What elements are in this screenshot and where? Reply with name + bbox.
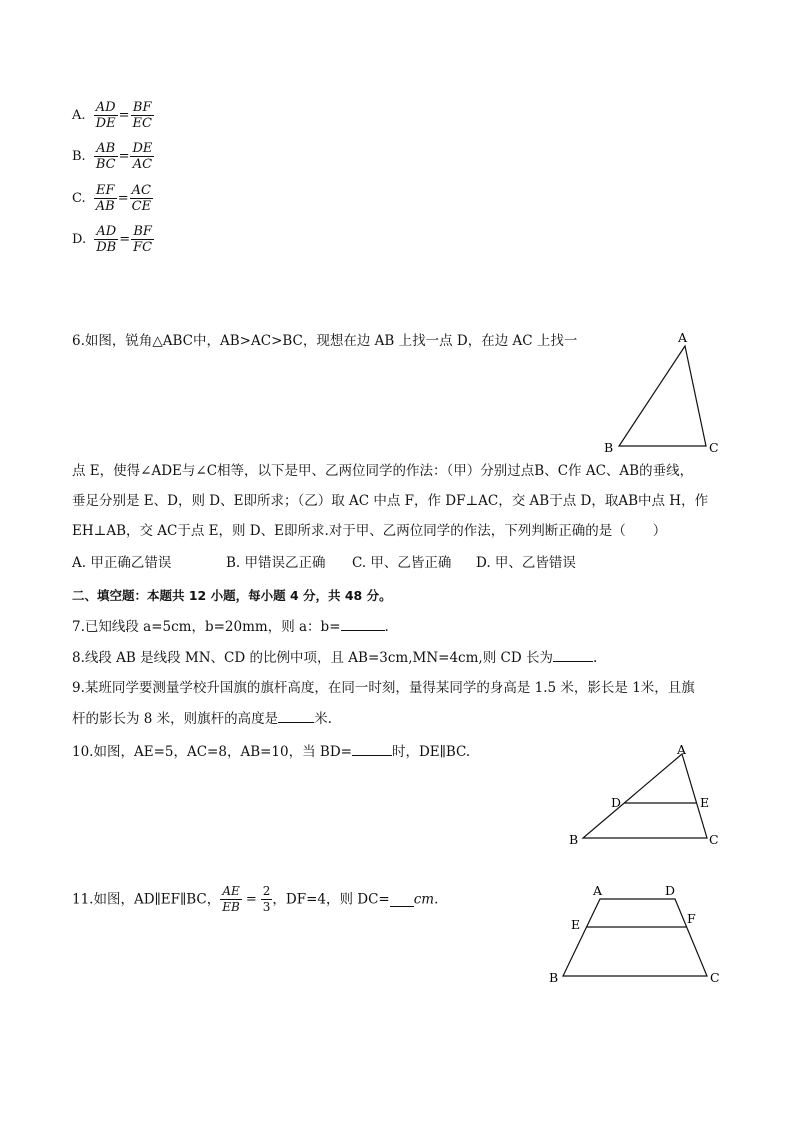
- triangle-abc: [583, 754, 710, 838]
- q6-option-a: A. 甲正确乙错误: [72, 555, 172, 571]
- label-d: D: [611, 795, 622, 810]
- q6-line1: 6.如图，锐角△ABC中，AB>AC>BC，现想在边 AB 上找一点 D，在边 AC 上找一: [72, 333, 578, 349]
- q8-end: .: [592, 650, 598, 666]
- fraction-left: $\frac{EF}{AB}$: [95, 183, 115, 214]
- label-f: F: [687, 911, 696, 926]
- q6-triangle-figure: [598, 328, 728, 456]
- answer-blank[interactable]: [341, 617, 385, 631]
- equals-sign: =: [117, 191, 129, 206]
- fraction-left: $\frac{AD}{DB}$: [96, 224, 117, 255]
- q8: [72, 648, 597, 667]
- q10-figure: [566, 742, 726, 848]
- option-letter: C.: [72, 191, 86, 206]
- q11-unit: cm.: [413, 891, 439, 908]
- q6-option-c: C. 甲、乙皆正确: [352, 555, 452, 571]
- vertex-label-c: C: [709, 440, 719, 455]
- fraction-left: $\frac{AB}{BC}$: [95, 141, 116, 172]
- fraction-right: $\frac{DE}{AC}$: [132, 141, 153, 172]
- q11: [72, 882, 438, 917]
- label-e: E: [700, 795, 710, 810]
- label-b: B: [569, 832, 579, 847]
- q11-text: 11.如图，AD∥EF∥BC，: [72, 891, 221, 908]
- equals-sign: =: [245, 891, 257, 907]
- q6-line2: 点 E，使得∠ADE与∠C相等，以下是甲、乙两位同学的作法：（甲）分别过点B、C作 AC、AB的垂线，: [72, 463, 694, 479]
- equals-sign: =: [118, 108, 130, 123]
- label-b: B: [549, 970, 559, 985]
- q6-option-d: D. 甲、乙皆错误: [476, 555, 576, 571]
- q9-line2: [72, 709, 332, 728]
- triangle-abc: [619, 346, 706, 446]
- label-a: A: [677, 742, 687, 757]
- trapezoid-abcd: [563, 899, 707, 976]
- label-a: A: [593, 883, 603, 898]
- answer-blank[interactable]: [352, 742, 392, 756]
- answer-blank[interactable]: [278, 709, 314, 723]
- q5-option-c: [72, 183, 153, 214]
- answer-blank[interactable]: [553, 648, 593, 662]
- fraction-right: $\frac{AC}{CE}$: [131, 183, 152, 214]
- label-c: C: [710, 970, 720, 985]
- q5-option-d: [72, 224, 154, 255]
- q10-text: 10.如图，AE=5，AC=8，AB=10，当 BD=: [72, 744, 352, 760]
- q6-line4: EH⊥AB，交 AC于点 E，则 D、E即所求.对于甲、乙两位同学的作法，下列判断正确的是（ ）: [72, 523, 667, 539]
- option-letter: B.: [72, 149, 86, 164]
- fraction-right: $\frac{BF}{EC}$: [132, 100, 152, 131]
- q5-option-a: [72, 100, 154, 131]
- q11-text-mid: ，DF=4，则 DC=: [272, 891, 390, 908]
- vertex-label-a: A: [678, 330, 688, 345]
- q7: [72, 617, 389, 636]
- label-c: C: [709, 832, 719, 847]
- fraction-left: $\frac{AD}{DE}$: [95, 100, 116, 131]
- section-heading: 二、填空题：本题共 12 小题，每小题 4 分，共 48 分。: [72, 588, 392, 603]
- q6-line3: 垂足分别是 E、D，则 D、E即所求；（乙）取 AC 中点 F，作 DF⊥AC，交 AB于点 D，取AB中点 H，作: [72, 493, 709, 509]
- q7-end: .: [384, 619, 389, 635]
- q7-text: 7.已知线段 a=5cm，b=20mm，则 a：b=: [72, 619, 341, 635]
- label-e: E: [571, 917, 581, 932]
- q6-option-b: B. 甲错误乙正确: [226, 555, 326, 571]
- label-d: D: [665, 883, 676, 898]
- q10-end: 时，DE∥BC.: [391, 744, 471, 760]
- q5-option-b: [72, 141, 154, 172]
- q9-line1: 9.某班同学要测量学校升国旗的旗杆高度，在同一时刻，量得某同学的身高是 1.5 米，影长是 1米，且旗: [72, 680, 695, 696]
- q8-text: 8.线段 AB 是线段 MN、CD 的比例中项，且 AB=3cm,MN=4cm,则 CD 长为: [72, 650, 553, 666]
- q9-text: 杆的影长为 8 米，则旗杆的高度是: [72, 711, 279, 727]
- fraction-ae-eb: $\frac{AE}{EB}$: [222, 884, 240, 914]
- answer-blank[interactable]: [390, 893, 414, 907]
- q11-trapezoid-figure: [544, 880, 724, 990]
- option-letter: A.: [72, 108, 86, 123]
- vertex-label-b: B: [604, 440, 614, 455]
- fraction-two-thirds: $\frac{2}{3}$: [262, 884, 271, 914]
- q10: [72, 742, 470, 761]
- q9-end: 米.: [314, 711, 332, 727]
- option-letter: D.: [72, 232, 87, 247]
- fraction-right: $\frac{BF}{FC}$: [133, 224, 153, 255]
- equals-sign: =: [118, 149, 130, 164]
- equals-sign: =: [119, 232, 131, 247]
